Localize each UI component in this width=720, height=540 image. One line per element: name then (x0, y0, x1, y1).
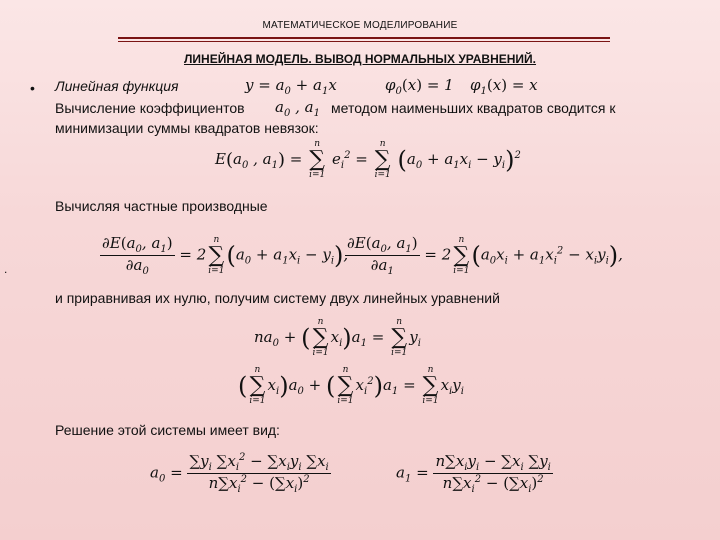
normal-equation-1: $na_0$ + ( n ∑ i=1 $x_i)a_1$ = n ∑ i=1 $y_i$ (254, 317, 421, 358)
linear-function-label: Линейная функция (55, 78, 179, 94)
header-rule (118, 37, 610, 39)
partial-derivatives-text: Вычисляя частные производные (55, 198, 268, 214)
bullet-point: • (30, 80, 35, 96)
derivative-a1-formula: $\frac{\partial E(a_0, a_1)}{\partial a_1}$ = 2 n ∑ i=1 $(a_0x_i + a_1x_i^2 - x_iy_i)$, (347, 234, 623, 277)
solution-a1-formula: $a_1$ = $\frac{n\sum x_iy_i - \sum x_i \sum y_i}{n\sum x_i^2 - (\sum x_i)^2}$ (396, 452, 551, 495)
slide-title: ЛИНЕЙНАЯ МОДЕЛЬ. ВЫВОД НОРМАЛЬНЫХ УРАВНЕНИЙ. (183, 52, 537, 66)
equating-text: и приравнивая их нулю, получим систему двух линейных уравнений (55, 290, 500, 306)
linear-function-formula: $y = a_0 + a_1x$ (245, 76, 337, 97)
header-rule-thin (118, 41, 610, 42)
objective-function-formula: $E(a_0$ , $a_1$) = n ∑ i=1 $e_i^2$ = n ∑ i=1 $(a_0 + a_1x_i - y_i)^2$ (215, 139, 521, 180)
phi0-formula: $\varphi_0(x) = 1$ (385, 76, 454, 97)
minimization-text: минимизации суммы квадратов невязок: (55, 120, 319, 136)
normal-equation-2: ( n ∑ i=1 $x_i)a_0$ + ( n ∑ i=1 $x_i^2)a_1$ = n ∑ i=1 $x_iy_i$ (238, 365, 464, 406)
solution-text: Решение этой системы имеет вид: (55, 422, 280, 438)
coefficients-formula: $a_0$ , $a_1$ (275, 98, 320, 119)
phi1-formula: $\varphi_1(x) = x$ (470, 76, 538, 97)
derivative-a0-formula: $\frac{\partial E(a_0, a_1)}{\partial a_0}$ = 2 n ∑ i=1 $(a_0 + a_1x_i - y_i)$, (102, 234, 349, 277)
coefficients-text-end: методом наименьших квадратов сводится к (331, 100, 616, 116)
coefficients-text-start: Вычисление коэффициентов (55, 100, 245, 116)
stray-dot: . (4, 262, 8, 276)
solution-a0-formula: $a_0$ = $\frac{\sum y_i \sum x_i^2 - \sum x_iy_i \sum x_i}{n\sum x_i^2 - (\sum x_i)^2}$ (150, 452, 329, 495)
header-title: МАТЕМАТИЧЕСКОЕ МОДЕЛИРОВАНИЕ (262, 20, 458, 31)
